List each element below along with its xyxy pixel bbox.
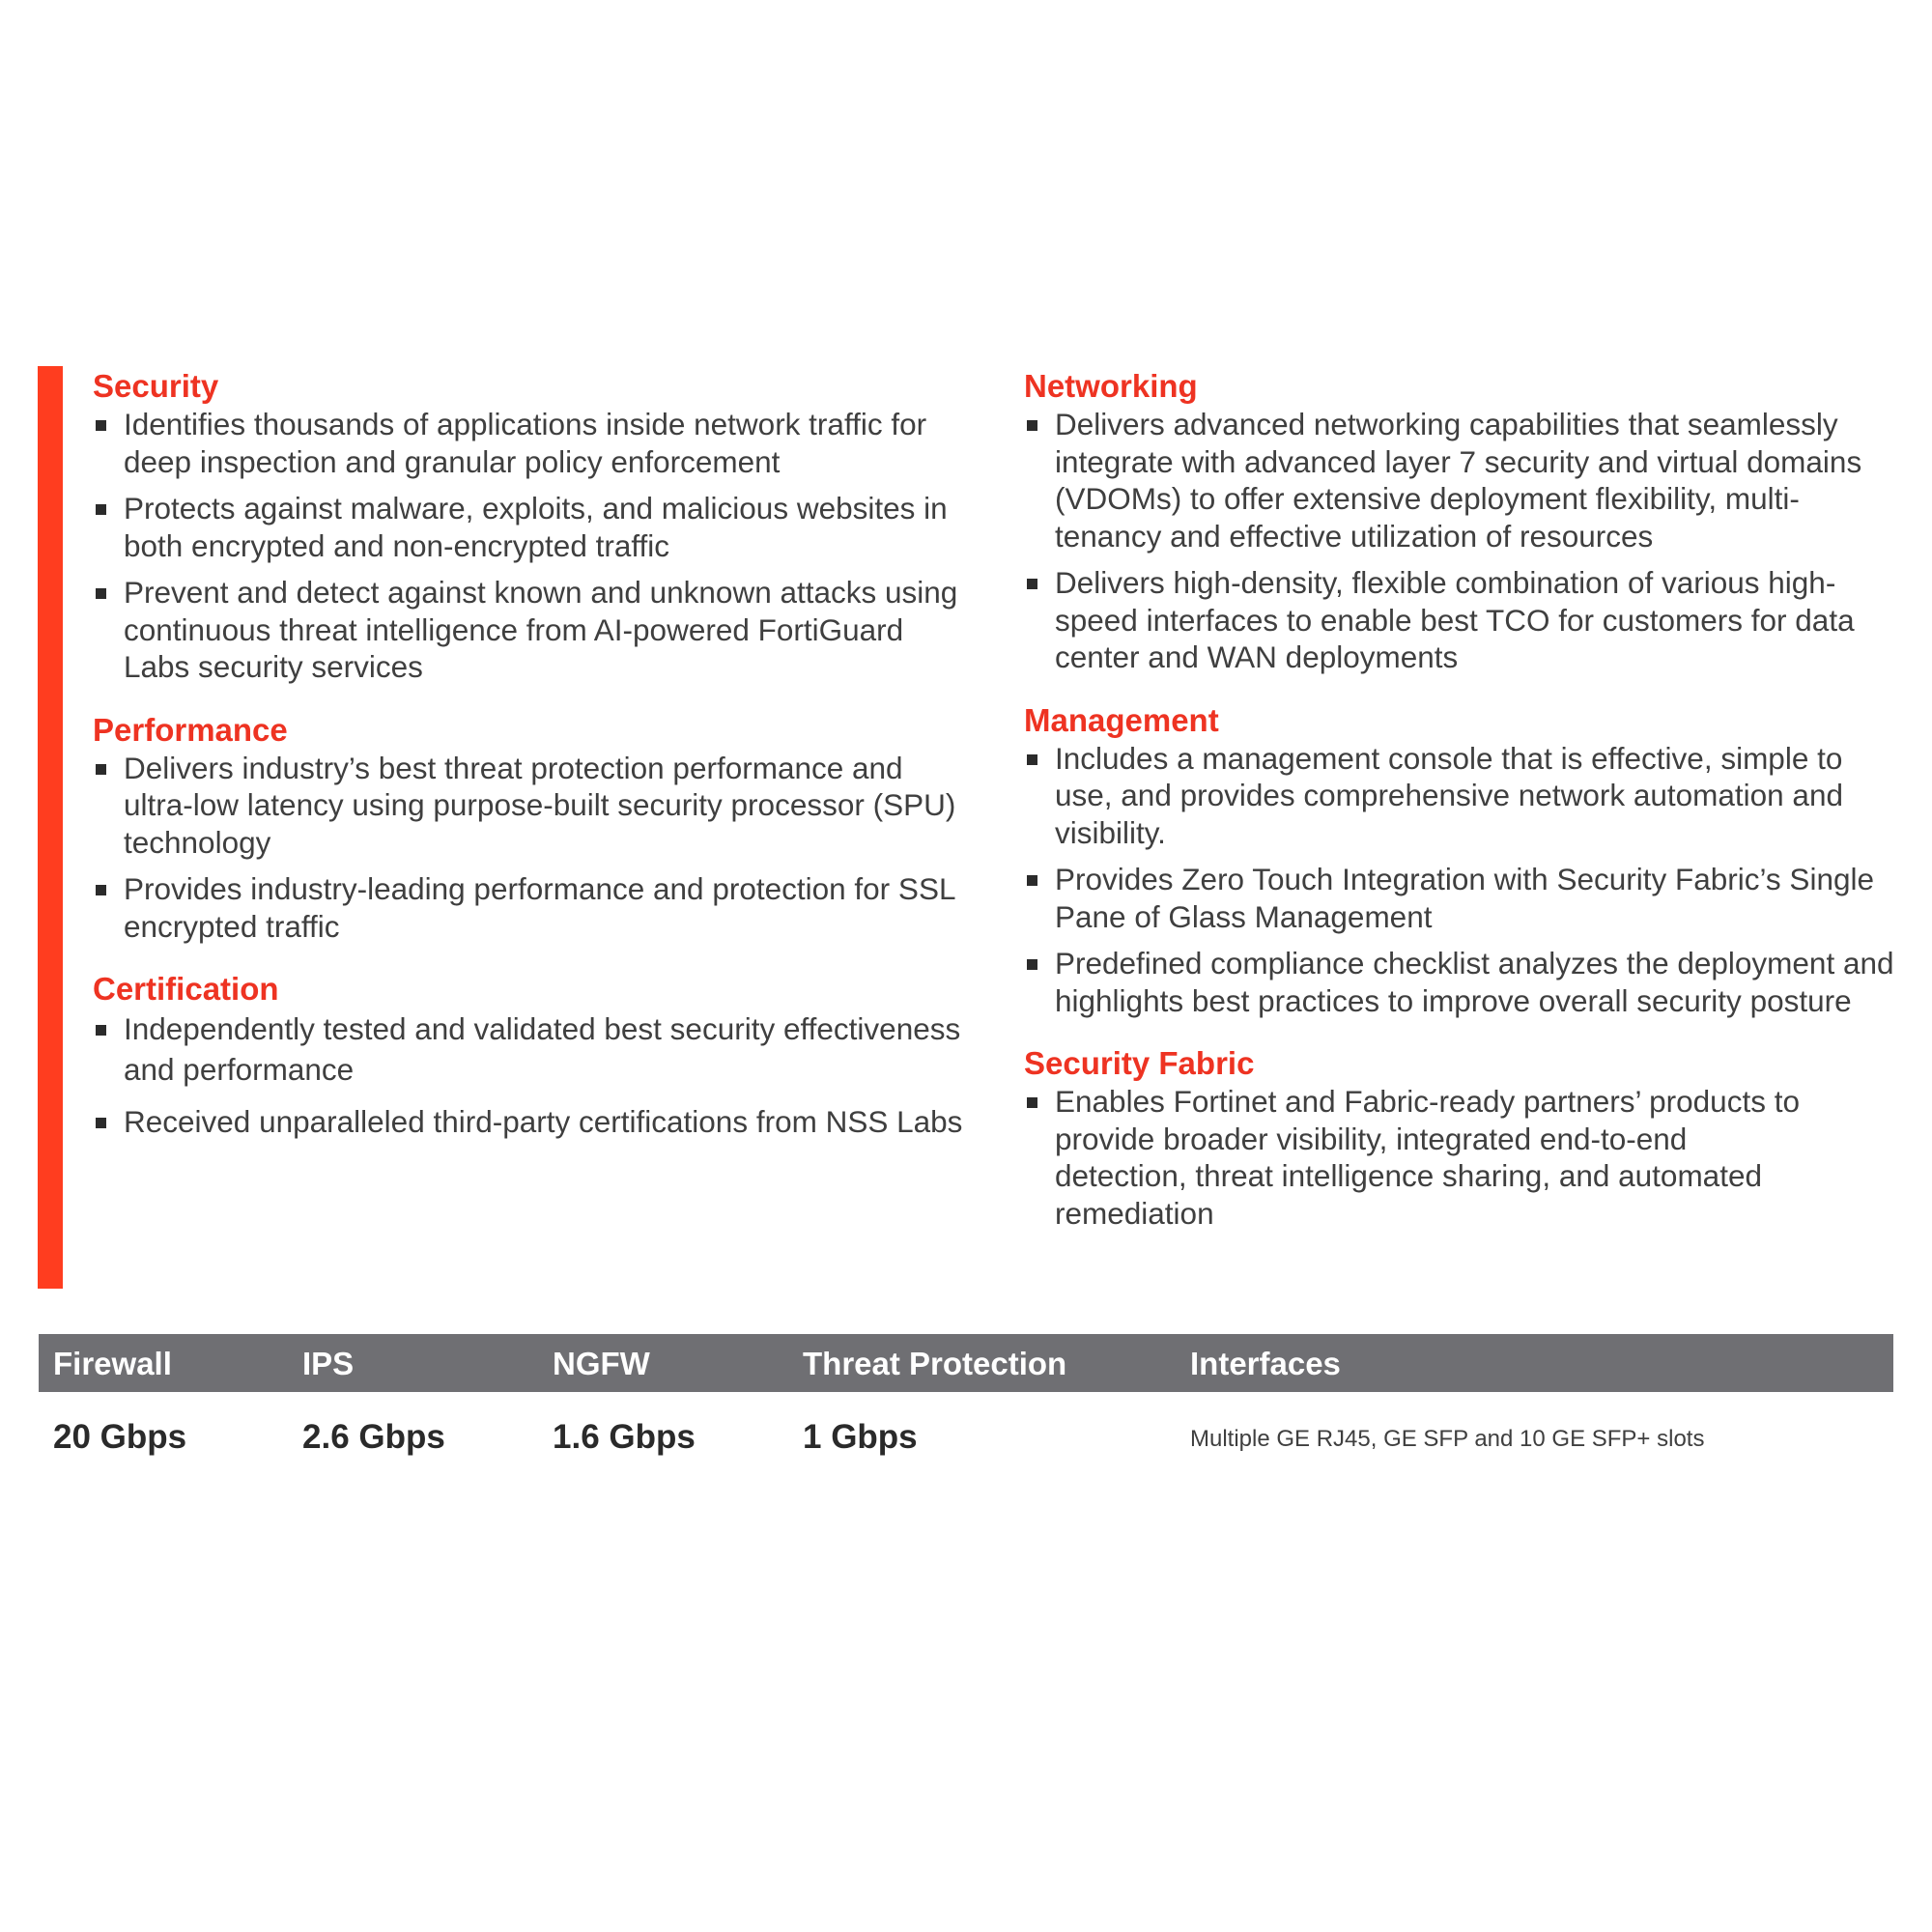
- spec-header-ngfw: NGFW: [553, 1346, 650, 1381]
- square-bullet-icon: [96, 420, 106, 431]
- list-item: Independently tested and validated best security effectiveness and performance: [93, 1009, 972, 1090]
- spec-header-threat-protection: Threat Protection: [803, 1346, 1067, 1381]
- square-bullet-icon: [1027, 959, 1037, 970]
- spec-value-firewall: 20 Gbps: [53, 1418, 187, 1456]
- networking-list: [1024, 406, 1898, 676]
- section-title-networking: Networking: [1024, 368, 1198, 404]
- list-item: Enables Fortinet and Fabric-ready partners’ products to provide broader visibility, integrated end-to-end detection, threat intelligence sharing, and automated remediation: [1024, 1083, 1826, 1232]
- section-title-security: Security: [93, 368, 219, 404]
- security-list: [93, 406, 972, 686]
- list-item: Delivers industry’s best threat protection performance and ultra-low latency using purpose-built security processor (SPU) technology: [93, 750, 972, 862]
- list-item: Prevent and detect against known and unknown attacks using continuous threat intelligence from AI-powered FortiGuard Labs security services: [93, 574, 972, 686]
- spec-header-ips: IPS: [302, 1346, 355, 1381]
- accent-bar: [38, 366, 63, 1289]
- square-bullet-icon: [1027, 754, 1037, 765]
- list-item: Received unparalleled third-party certifications from NSS Labs: [93, 1101, 972, 1142]
- list-item: Delivers high-density, flexible combination of various high-speed interfaces to enable best TCO for customers for data center and WAN deployments: [1024, 564, 1898, 676]
- list-item: Provides Zero Touch Integration with Security Fabric’s Single Pane of Glass Management: [1024, 861, 1898, 935]
- right-column: [1024, 367, 1898, 1241]
- certification-list: [93, 1009, 972, 1142]
- square-bullet-icon: [96, 1025, 106, 1036]
- section-title-security-fabric: Security Fabric: [1024, 1045, 1255, 1081]
- spec-value-interfaces: Multiple GE RJ45, GE SFP and 10 GE SFP+ slots: [1190, 1426, 1705, 1452]
- spec-value-ips: 2.6 Gbps: [302, 1418, 445, 1456]
- list-item: Provides industry-leading performance and protection for SSL encrypted traffic: [93, 870, 972, 945]
- square-bullet-icon: [96, 1118, 106, 1128]
- list-item: Protects against malware, exploits, and malicious websites in both encrypted and non-encrypted traffic: [93, 490, 972, 564]
- list-item: Includes a management console that is effective, simple to use, and provides comprehensive network automation and visibility.: [1024, 740, 1898, 852]
- square-bullet-icon: [1027, 579, 1037, 589]
- square-bullet-icon: [1027, 1097, 1037, 1108]
- square-bullet-icon: [96, 504, 106, 515]
- square-bullet-icon: [96, 764, 106, 775]
- security-fabric-list: [1024, 1083, 1826, 1232]
- spec-header-interfaces: Interfaces: [1190, 1346, 1341, 1381]
- spec-value-threat-protection: 1 Gbps: [803, 1418, 918, 1456]
- square-bullet-icon: [96, 885, 106, 895]
- list-item: Delivers advanced networking capabilities that seamlessly integrate with advanced layer 7 security and virtual domains (VDOMs) to offer extensive deployment flexibility, multi-tenancy and effective utilization of resources: [1024, 406, 1898, 554]
- spec-value-ngfw: 1.6 Gbps: [553, 1418, 696, 1456]
- performance-list: [93, 750, 972, 946]
- spec-header-firewall: Firewall: [53, 1346, 172, 1381]
- list-item: Predefined compliance checklist analyzes the deployment and highlights best practices to improve overall security posture: [1024, 945, 1898, 1019]
- section-title-management: Management: [1024, 701, 1219, 738]
- spec-table-header: [39, 1334, 1893, 1392]
- list-item: Identifies thousands of applications inside network traffic for deep inspection and granular policy enforcement: [93, 406, 972, 480]
- square-bullet-icon: [96, 588, 106, 599]
- square-bullet-icon: [1027, 420, 1037, 431]
- management-list: [1024, 740, 1898, 1020]
- section-title-performance: Performance: [93, 711, 288, 748]
- left-column: [93, 367, 972, 1151]
- square-bullet-icon: [1027, 875, 1037, 886]
- section-title-certification: Certification: [93, 971, 279, 1007]
